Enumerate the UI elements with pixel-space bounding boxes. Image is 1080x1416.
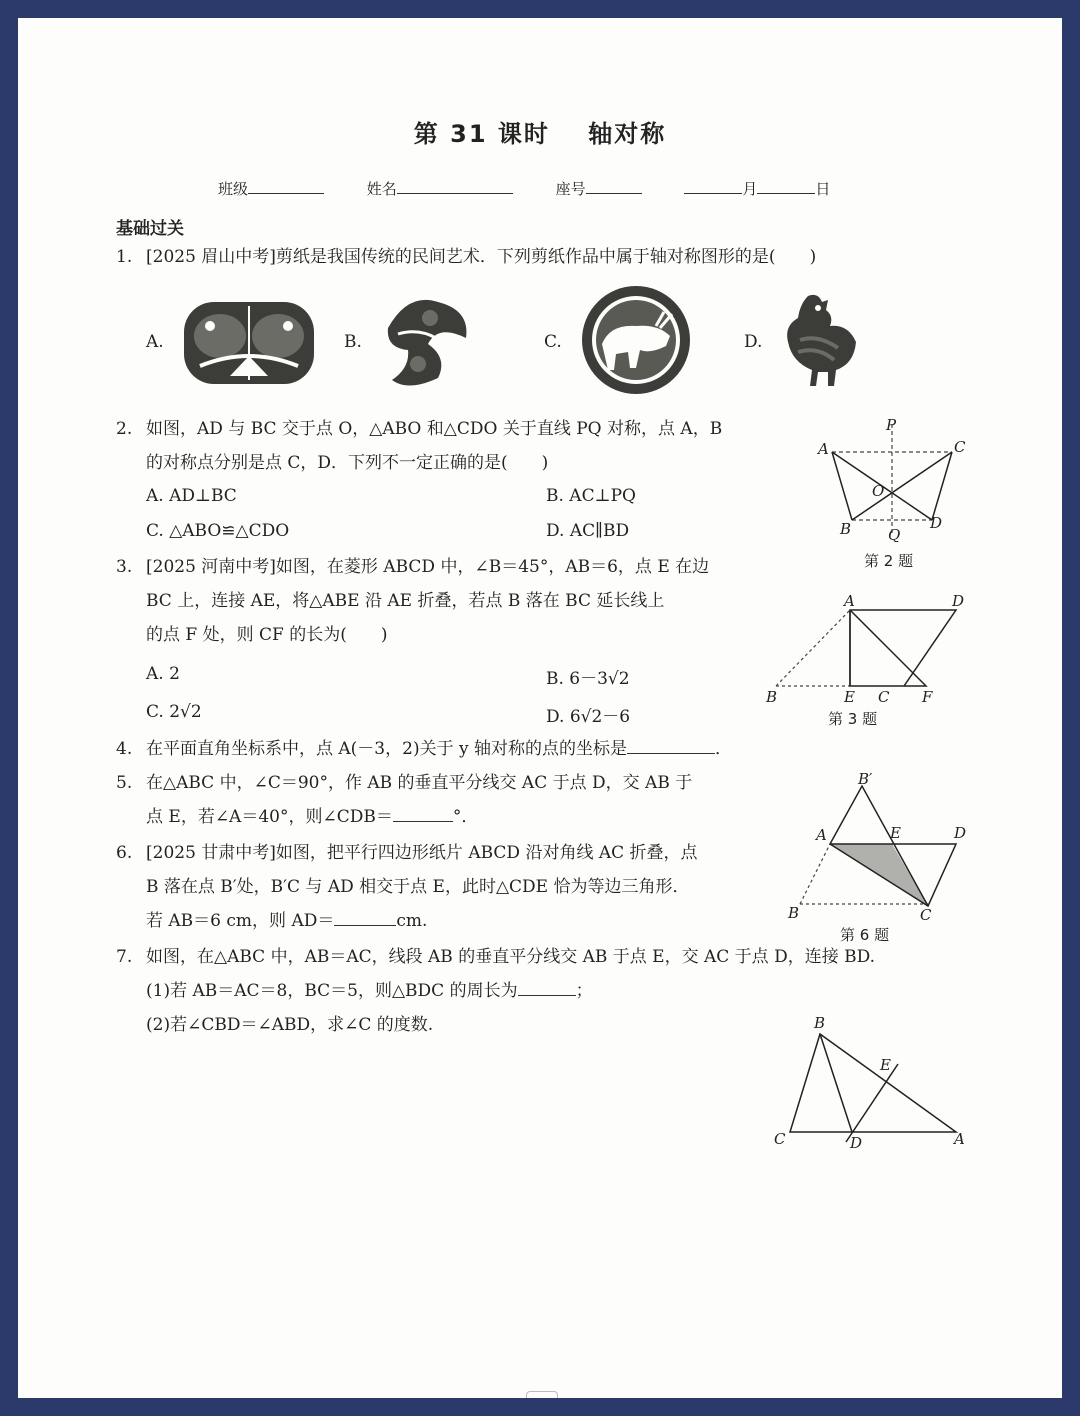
class-field[interactable]: 班级 bbox=[218, 178, 324, 199]
question-5: 5. 在△ABC 中，∠C＝90°，作 AB 的垂直平分线交 AC 于点 D，交 AB 于 点 E，若∠A＝40°，则∠CDB＝ °． bbox=[116, 773, 693, 827]
label-a: A bbox=[816, 826, 827, 844]
twin-fish-papercut-icon bbox=[180, 296, 318, 390]
label-f: F bbox=[922, 688, 933, 706]
label-e: E bbox=[880, 1056, 891, 1074]
rooster-papercut-icon bbox=[778, 290, 862, 392]
label-q: Q bbox=[888, 526, 901, 542]
q6-answer-blank[interactable] bbox=[334, 911, 396, 926]
phoenix-papercut-icon bbox=[378, 288, 478, 396]
label-d: D bbox=[850, 1134, 863, 1152]
student-info-fields bbox=[218, 178, 830, 199]
label-c: C bbox=[774, 1130, 786, 1148]
figure-q6 bbox=[780, 772, 976, 920]
date-field[interactable]: 月 日 bbox=[684, 178, 830, 199]
label-b: B bbox=[814, 1014, 826, 1032]
question-1: 1. [2025 眉山中考]剪纸是我国传统的民间艺术．下列剪纸作品中属于轴对称图形的是( ) bbox=[116, 247, 817, 267]
page-title bbox=[18, 114, 1062, 149]
q3-option-b[interactable]: B. 6－3√2 bbox=[546, 669, 630, 689]
question-2: 2. 如图，AD 与 BC 交于点 O，△ABO 和△CDO 关于直线 PQ 对称，点 A，B 的对称点分别是点 C，D．下列不一定正确的是( ) bbox=[116, 419, 723, 473]
q3-option-a[interactable]: A. 2 bbox=[146, 664, 180, 684]
label-c: C bbox=[920, 906, 932, 920]
question-7: 7. 如图，在△ABC 中，AB＝AC，线段 AB 的垂直平分线交 AB 于点 E，交 AC 于点 D，连接 BD. (1)若 AB＝AC＝8，BC＝5，则△BDC 的周长为 ； (2)若∠CBD＝∠ABD，求∠C 的度数. bbox=[116, 947, 876, 1035]
label-a: A bbox=[954, 1130, 965, 1148]
q1-option-d[interactable]: D. bbox=[744, 332, 763, 352]
figure-q7 bbox=[770, 1014, 974, 1154]
label-b: B bbox=[766, 688, 778, 706]
q2-option-a[interactable]: A. AD⊥BC bbox=[146, 486, 237, 506]
label-d: D bbox=[930, 514, 943, 532]
q2-option-d[interactable]: D. AC∥BD bbox=[546, 521, 630, 541]
label-d: D bbox=[952, 592, 965, 610]
lesson-topic: 轴对称 bbox=[588, 120, 667, 148]
q3-option-c[interactable]: C. 2√2 bbox=[146, 702, 202, 722]
label-o: O bbox=[872, 482, 885, 500]
label-d: D bbox=[954, 824, 967, 842]
worksheet-page bbox=[18, 18, 1062, 1398]
label-b: B bbox=[788, 904, 800, 920]
ox-papercut-icon bbox=[580, 284, 692, 396]
q1-option-a[interactable]: A. bbox=[146, 332, 164, 352]
question-1-text: [2025 眉山中考]剪纸是我国传统的民间艺术．下列剪纸作品中属于轴对称图形的是( ) bbox=[146, 247, 817, 267]
q1-option-c[interactable]: C. bbox=[544, 332, 562, 352]
lesson-number: 第 31 课时 bbox=[413, 120, 550, 148]
q7-answer-blank[interactable] bbox=[518, 981, 576, 996]
label-e: E bbox=[844, 688, 855, 706]
q4-answer-blank[interactable] bbox=[627, 739, 715, 754]
figure-q3-caption: 第 3 题 bbox=[828, 710, 878, 728]
section-title: 基础过关 bbox=[116, 219, 184, 239]
figure-q2 bbox=[812, 416, 972, 542]
label-c: C bbox=[954, 438, 966, 456]
figure-q3 bbox=[760, 590, 970, 706]
q2-option-b[interactable]: B. AC⊥PQ bbox=[546, 486, 636, 506]
label-c: C bbox=[878, 688, 890, 706]
question-3: 3. [2025 河南中考]如图，在菱形 ABCD 中，∠B＝45°，AB＝6，点 E 在边 BC 上，连接 AE，将△ABE 沿 AE 折叠，若点 B 落在 BC 延长线上 的点 F 处，则 CF 的长为( ) bbox=[116, 557, 710, 645]
q2-option-c[interactable]: C. △ABO≌△CDO bbox=[146, 521, 290, 541]
question-4: 4. 在平面直角坐标系中，点 A(－3，2)关于 y 轴对称的点的坐标是 ． bbox=[116, 739, 732, 759]
label-a: A bbox=[844, 592, 855, 610]
q1-option-b[interactable]: B. bbox=[344, 332, 362, 352]
name-field[interactable]: 姓名 bbox=[367, 178, 513, 199]
label-b-prime: B′ bbox=[858, 772, 873, 788]
q3-option-d[interactable]: D. 6√2－6 bbox=[546, 707, 631, 727]
figure-q2-caption: 第 2 题 bbox=[864, 552, 914, 570]
label-e: E bbox=[890, 824, 901, 842]
q5-answer-blank[interactable] bbox=[393, 807, 453, 822]
label-a: A bbox=[818, 440, 829, 458]
page-tab-marker bbox=[526, 1391, 558, 1398]
figure-q6-caption: 第 6 题 bbox=[840, 926, 890, 944]
label-p: P bbox=[886, 416, 897, 434]
label-b: B bbox=[840, 520, 852, 538]
seat-field[interactable]: 座号 bbox=[556, 178, 642, 199]
question-6: 6. [2025 甘肃中考]如图，把平行四边形纸片 ABCD 沿对角线 AC 折叠，点 B 落在点 B′处，B′C 与 AD 相交于点 E，此时△CDE 恰为等边三角形． 若 AB＝6 cm，则 AD＝ cm. bbox=[116, 843, 698, 931]
